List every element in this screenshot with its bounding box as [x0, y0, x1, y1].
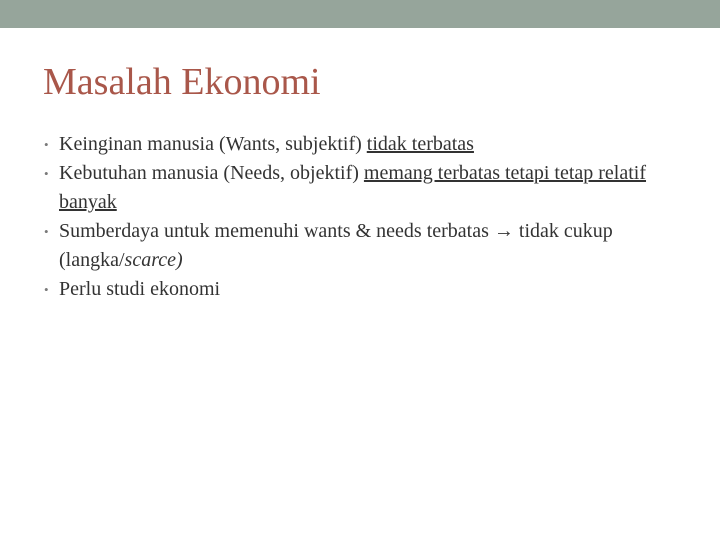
bullet-underlined-text: memang terbatas tetapi tetap relatif banyak [59, 162, 647, 213]
bullet-text: Perlu studi ekonomi [59, 278, 221, 300]
bullet-marker: • [44, 282, 49, 297]
bullet-text: Kebutuhan manusia (Needs, objektif) [59, 162, 364, 184]
bullet-text: Sumberdaya untuk memenuhi wants & needs terbatas [59, 220, 494, 242]
bullet-italic-text: scarce) [124, 249, 183, 271]
arrow-right-icon: → [493, 220, 514, 242]
bullet-underlined-text: tidak terbatas [366, 133, 474, 155]
bullet-text-continued: tidak cukup (langka/ [59, 220, 613, 271]
bullet-marker: • [44, 166, 49, 181]
bullet-item-needs [44, 159, 684, 217]
bullet-item-resources [44, 217, 684, 275]
bullet-item-study [44, 275, 684, 304]
bullet-item-wants [44, 130, 684, 159]
bullet-marker: • [44, 224, 49, 239]
bullet-text: Keinginan manusia (Wants, subjektif) [59, 133, 367, 155]
bullet-list [44, 130, 684, 304]
bullet-marker: • [44, 137, 49, 152]
slide-title: Masalah Ekonomi [43, 61, 321, 103]
top-accent-band [0, 0, 720, 28]
